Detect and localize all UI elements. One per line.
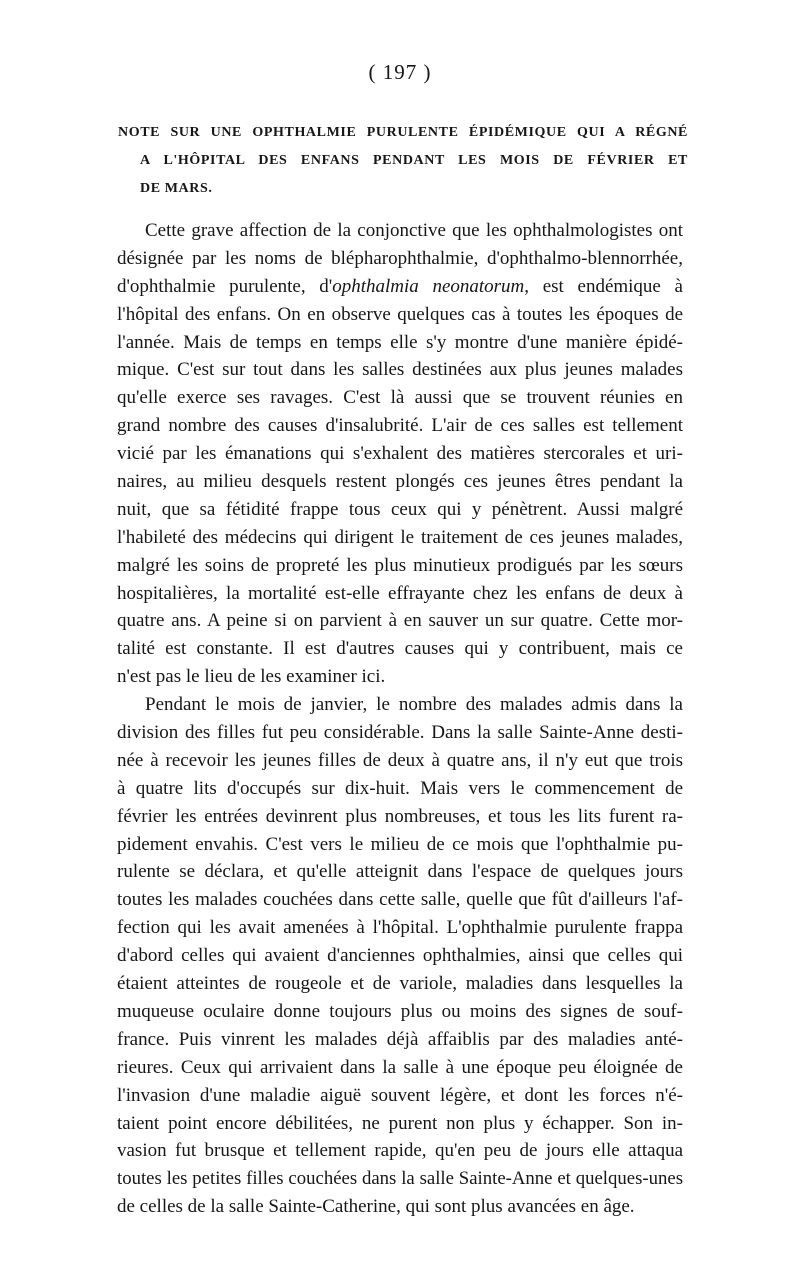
text-line: toutes les malades couchées dans cette salle, quelle que fût d'ailleurs l'af- — [117, 889, 683, 911]
text-line: pidement envahis. C'est vers le milieu de ce mois que l'ophthalmie pu- — [117, 833, 683, 855]
article-body — [117, 217, 683, 1221]
title-line: NOTE SUR UNE OPHTHALMIE PURULENTE ÉPIDÉMIQUE QUI A RÉGNÉ — [118, 125, 688, 140]
text-line: division des filles fut peu considérable. Dans la salle Sainte-Anne desti- — [117, 722, 683, 744]
text-line — [117, 273, 683, 301]
text-line: fection qui les avait amenées à l'hôpital. L'ophthalmie purulente frappa — [117, 917, 683, 939]
text-line: février les entrées devinrent plus nombreuses, et tous les lits furent ra- — [117, 805, 683, 827]
text-line: quatre ans. A peine si on parvient à en sauver un sur quatre. Cette mor- — [117, 610, 683, 632]
text-line: l'invasion d'une maladie aiguë souvent légère, et dont les forces n'é- — [117, 1084, 683, 1106]
text-line: vasion fut brusque et tellement rapide, qu'en peu de jours elle attaqua — [117, 1140, 683, 1162]
text-line: vicié par les émanations qui s'exhalent des matières stercorales et uri- — [117, 443, 683, 465]
paragraph-1 — [117, 217, 683, 691]
text-line: france. Puis vinrent les malades déjà affaiblis par des maladies anté- — [117, 1028, 683, 1050]
text-line: qu'elle exerce ses ravages. C'est là aussi que se trouvent réunies en — [117, 387, 683, 409]
text-line: d'abord celles qui avaient d'anciennes ophthalmies, ainsi que celles qui — [117, 945, 683, 967]
text-line: l'habileté des médecins qui dirigent le traitement de ces jeunes malades, — [117, 526, 683, 548]
paragraph-2 — [117, 691, 683, 1221]
text-line: l'hôpital des enfans. On en observe quelques cas à toutes les époques de — [117, 303, 683, 325]
text-line: désignée par les noms de blépharophthalmie, d'ophthalmo-blennorrhée, — [117, 247, 683, 269]
article-title — [118, 119, 688, 203]
text-line: rulente se déclara, et qu'elle atteignit dans l'espace de quelques jours — [117, 861, 683, 883]
text-line: toutes les petites filles couchées dans la salle Sainte-Anne et quelques-unes — [117, 1168, 683, 1190]
text-fragment: d'ophthalmie purulente, d' — [117, 275, 333, 297]
text-line: malgré les soins de propreté les plus minutieux prodigués par les sœurs — [117, 554, 683, 576]
text-line: l'année. Mais de temps en temps elle s'y montre d'une manière épidé- — [117, 331, 683, 353]
text-line: née à recevoir les jeunes filles de deux à quatre ans, il n'y eut que trois — [117, 749, 683, 771]
text-fragment: , est endémique à — [524, 275, 683, 297]
text-line: rieures. Ceux qui arrivaient dans la salle à une époque peu éloignée de — [117, 1056, 683, 1078]
title-line: A L'HÔPITAL DES ENFANS PENDANT LES MOIS DE FÉVRIER ET — [140, 153, 688, 168]
latin-term: ophthalmia neonatorum — [332, 275, 525, 297]
text-line: muqueuse oculaire donne toujours plus ou moins des signes de souf- — [117, 1000, 683, 1022]
text-line: grand nombre des causes d'insalubrité. L'air de ces salles est tellement — [117, 415, 683, 437]
text-line: hospitalières, la mortalité est-elle effrayante chez les enfans de deux à — [117, 582, 683, 604]
text-line: à quatre lits d'occupés sur dix-huit. Mais vers le commencement de — [117, 777, 683, 799]
text-line: de celles de la salle Sainte-Catherine, qui sont plus avancées en âge. — [117, 1196, 635, 1218]
text-line: nuit, que sa fétidité frappe tous ceux qui y pénètrent. Aussi malgré — [117, 498, 683, 520]
text-line: talité est constante. Il est d'autres causes qui y contribuent, mais ce — [117, 638, 683, 660]
text-line: naires, au milieu desquels restent plongés ces jeunes êtres pendant la — [117, 471, 683, 493]
text-line: mique. C'est sur tout dans les salles destinées aux plus jeunes malades — [117, 359, 683, 381]
text-line: étaient atteintes de rougeole et de variole, maladies dans lesquelles la — [117, 973, 683, 995]
text-line: Cette grave affection de la conjonctive que les ophthalmologistes ont — [145, 220, 683, 241]
text-line: Pendant le mois de janvier, le nombre des malades admis dans la — [145, 694, 683, 716]
page-number: ( 197 ) — [368, 60, 432, 84]
title-line: DE MARS. — [140, 181, 213, 196]
text-line: taient point encore débilitées, ne purent non plus y échapper. Son in- — [117, 1112, 683, 1134]
text-line: n'est pas le lieu de les examiner ici. — [117, 666, 386, 688]
